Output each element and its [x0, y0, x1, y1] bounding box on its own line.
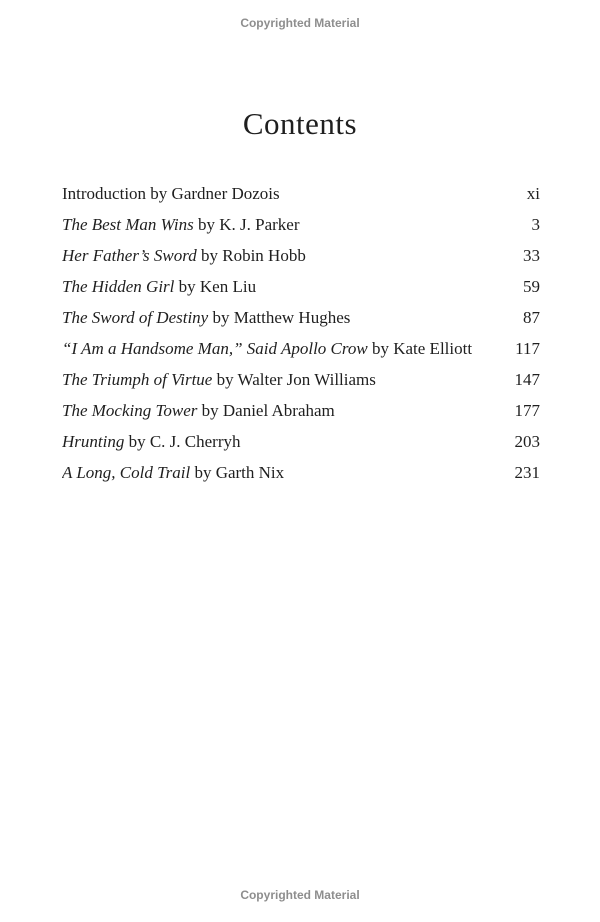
toc-entry-text — [62, 178, 280, 209]
story-title: The Mocking Tower — [62, 401, 198, 420]
toc-entry-text — [62, 209, 300, 240]
toc-entry — [62, 333, 540, 364]
toc-entry — [62, 426, 540, 457]
toc-entry — [62, 209, 540, 240]
toc-entry — [62, 271, 540, 302]
story-author: by Ken Liu — [174, 277, 257, 296]
page-number: 147 — [514, 370, 540, 389]
page-number: 177 — [514, 401, 540, 420]
toc-entry-text — [62, 457, 284, 488]
toc-entry-text — [62, 271, 256, 302]
story-author: by Garth Nix — [190, 463, 285, 482]
toc-entry — [62, 395, 540, 426]
story-author: by Matthew Hughes — [208, 308, 351, 327]
story-author: by C. J. Cherryh — [124, 432, 241, 451]
page-number: 87 — [523, 308, 540, 327]
story-author: by K. J. Parker — [193, 215, 300, 234]
story-title: The Best Man Wins — [62, 215, 194, 234]
page-number: xi — [526, 184, 540, 203]
story-title: Introduction — [62, 184, 147, 203]
story-title: The Triumph of Virtue — [62, 370, 213, 389]
page-number: 59 — [523, 277, 540, 296]
story-title: Her Father’s Sword — [62, 246, 197, 265]
toc-entry — [62, 302, 540, 333]
story-title: The Hidden Girl — [62, 277, 175, 296]
copyright-watermark-bottom: Copyrighted Material — [240, 888, 360, 902]
page-number: 231 — [514, 463, 540, 482]
story-title: Hrunting — [62, 432, 125, 451]
toc-entry-text — [62, 395, 335, 426]
story-author: by Walter Jon Williams — [212, 370, 376, 389]
toc-entry-text — [62, 333, 472, 364]
story-author: by Kate Elliott — [367, 339, 473, 358]
toc-entry-text — [62, 364, 376, 395]
page-number: 203 — [514, 432, 540, 451]
story-title: The Sword of Destiny — [62, 308, 209, 327]
page-title: Contents — [242, 106, 358, 141]
story-author: by Gardner Dozois — [146, 184, 280, 203]
toc-entry — [62, 178, 540, 209]
story-title: “I Am a Handsome Man,” Said Apollo Crow — [62, 339, 368, 358]
toc-entry-text — [62, 426, 241, 457]
toc-entry-text — [62, 240, 306, 271]
toc-entry-text — [62, 302, 350, 333]
story-title: A Long, Cold Trail — [62, 463, 191, 482]
toc-entry — [62, 240, 540, 271]
story-author: by Robin Hobb — [196, 246, 306, 265]
copyright-watermark-top: Copyrighted Material — [240, 16, 360, 30]
table-of-contents — [62, 178, 540, 488]
story-author: by Daniel Abraham — [197, 401, 335, 420]
toc-entry — [62, 457, 540, 488]
page-number: 33 — [523, 246, 540, 265]
toc-entry — [62, 364, 540, 395]
page-number: 3 — [531, 215, 540, 234]
page-number: 117 — [515, 339, 540, 358]
